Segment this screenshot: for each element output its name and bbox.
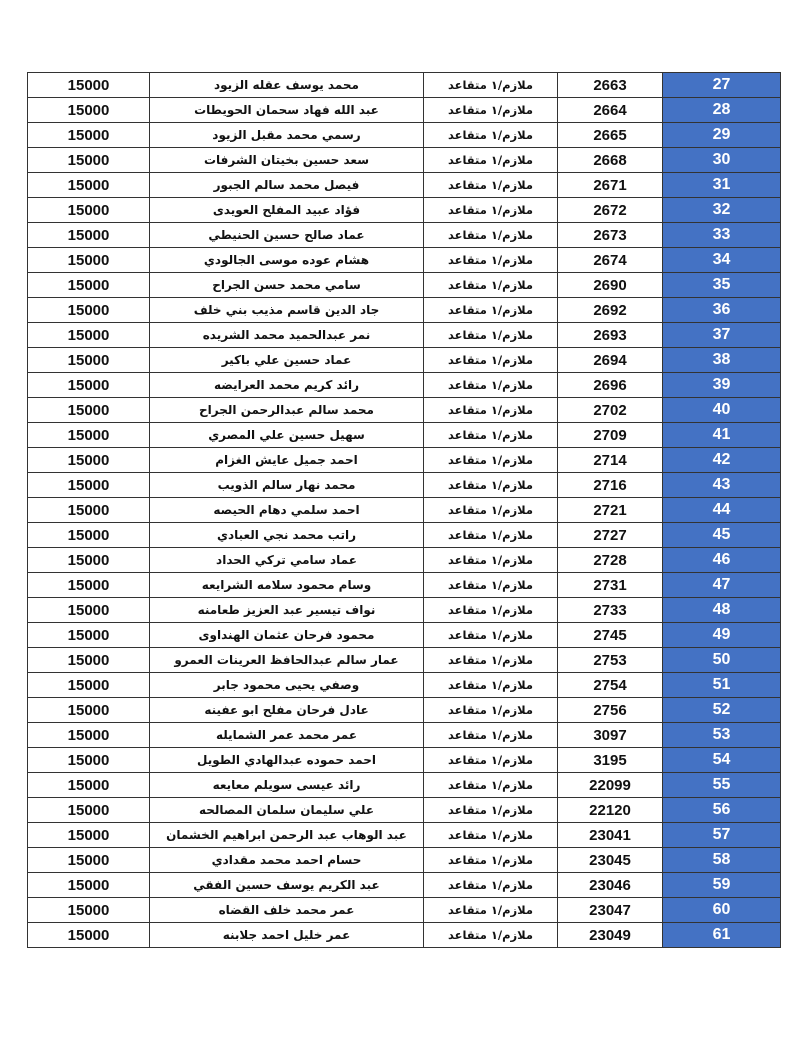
rank-cell: ملازم/١ متقاعد <box>424 198 558 223</box>
table-row <box>28 148 781 173</box>
rank-cell: ملازم/١ متقاعد <box>424 898 558 923</box>
amount-cell: 15000 <box>28 848 150 873</box>
military-number-cell: 2693 <box>558 323 663 348</box>
table-row <box>28 423 781 448</box>
amount-cell: 15000 <box>28 798 150 823</box>
name-cell: وصفي يحيى محمود جابر <box>150 673 424 698</box>
sequence-cell: 55 <box>663 773 781 798</box>
name-cell: احمد حموده عبدالهادي الطويل <box>150 748 424 773</box>
rank-cell: ملازم/١ متقاعد <box>424 148 558 173</box>
amount-cell: 15000 <box>28 423 150 448</box>
military-number-cell: 2694 <box>558 348 663 373</box>
military-number-cell: 22099 <box>558 773 663 798</box>
table-row <box>28 698 781 723</box>
table-row <box>28 548 781 573</box>
sequence-cell: 54 <box>663 748 781 773</box>
military-number-cell: 2756 <box>558 698 663 723</box>
name-cell: حسام احمد محمد مقدادي <box>150 848 424 873</box>
rank-cell: ملازم/١ متقاعد <box>424 798 558 823</box>
table-row <box>28 823 781 848</box>
amount-cell: 15000 <box>28 373 150 398</box>
retirees-table <box>27 72 781 948</box>
sequence-cell: 30 <box>663 148 781 173</box>
military-number-cell: 2714 <box>558 448 663 473</box>
sequence-cell: 29 <box>663 123 781 148</box>
rank-cell: ملازم/١ متقاعد <box>424 873 558 898</box>
table-row <box>28 523 781 548</box>
military-number-cell: 2673 <box>558 223 663 248</box>
name-cell: راتب محمد نجي العبادي <box>150 523 424 548</box>
rank-cell: ملازم/١ متقاعد <box>424 698 558 723</box>
military-number-cell: 2671 <box>558 173 663 198</box>
rank-cell: ملازم/١ متقاعد <box>424 748 558 773</box>
name-cell: عمر محمد خلف القضاه <box>150 898 424 923</box>
table-row <box>28 798 781 823</box>
table-row <box>28 323 781 348</box>
table-row <box>28 723 781 748</box>
military-number-cell: 2696 <box>558 373 663 398</box>
amount-cell: 15000 <box>28 723 150 748</box>
name-cell: عبد الله فهاد سحمان الحويطات <box>150 98 424 123</box>
rank-cell: ملازم/١ متقاعد <box>424 98 558 123</box>
table-row <box>28 673 781 698</box>
name-cell: فؤاد عبيد المفلح العويدى <box>150 198 424 223</box>
sequence-cell: 56 <box>663 798 781 823</box>
military-number-cell: 23046 <box>558 873 663 898</box>
rank-cell: ملازم/١ متقاعد <box>424 773 558 798</box>
sequence-cell: 42 <box>663 448 781 473</box>
amount-cell: 15000 <box>28 673 150 698</box>
table-row <box>28 498 781 523</box>
sequence-cell: 60 <box>663 898 781 923</box>
sequence-cell: 58 <box>663 848 781 873</box>
table-row <box>28 298 781 323</box>
name-cell: هشام عوده موسى الجالودي <box>150 248 424 273</box>
rank-cell: ملازم/١ متقاعد <box>424 723 558 748</box>
amount-cell: 15000 <box>28 498 150 523</box>
rank-cell: ملازم/١ متقاعد <box>424 423 558 448</box>
name-cell: محمد نهار سالم الذويب <box>150 473 424 498</box>
name-cell: عماد سامي تركي الحداد <box>150 548 424 573</box>
rank-cell: ملازم/١ متقاعد <box>424 348 558 373</box>
table-row <box>28 123 781 148</box>
military-number-cell: 2665 <box>558 123 663 148</box>
name-cell: فيصل محمد سالم الجبور <box>150 173 424 198</box>
name-cell: عمر محمد عمر الشمايله <box>150 723 424 748</box>
military-number-cell: 2674 <box>558 248 663 273</box>
amount-cell: 15000 <box>28 598 150 623</box>
amount-cell: 15000 <box>28 98 150 123</box>
name-cell: سهيل حسين علي المصري <box>150 423 424 448</box>
sequence-cell: 61 <box>663 923 781 948</box>
name-cell: عبد الكريم يوسف حسين الفقي <box>150 873 424 898</box>
amount-cell: 15000 <box>28 698 150 723</box>
amount-cell: 15000 <box>28 648 150 673</box>
rank-cell: ملازم/١ متقاعد <box>424 298 558 323</box>
name-cell: رسمي محمد مقبل الزيود <box>150 123 424 148</box>
military-number-cell: 2716 <box>558 473 663 498</box>
amount-cell: 15000 <box>28 898 150 923</box>
rank-cell: ملازم/١ متقاعد <box>424 473 558 498</box>
name-cell: سامي محمد حسن الجراح <box>150 273 424 298</box>
sequence-cell: 43 <box>663 473 781 498</box>
rank-cell: ملازم/١ متقاعد <box>424 673 558 698</box>
name-cell: نمر عبدالحميد محمد الشريده <box>150 323 424 348</box>
sequence-cell: 46 <box>663 548 781 573</box>
name-cell: رائد عيسى سويلم معايعه <box>150 773 424 798</box>
name-cell: علي سليمان سلمان المصالحه <box>150 798 424 823</box>
rank-cell: ملازم/١ متقاعد <box>424 498 558 523</box>
amount-cell: 15000 <box>28 248 150 273</box>
sequence-cell: 47 <box>663 573 781 598</box>
sequence-cell: 57 <box>663 823 781 848</box>
military-number-cell: 23049 <box>558 923 663 948</box>
military-number-cell: 23047 <box>558 898 663 923</box>
rank-cell: ملازم/١ متقاعد <box>424 248 558 273</box>
name-cell: عمار سالم عبدالحافظ العرينات العمرو <box>150 648 424 673</box>
sequence-cell: 45 <box>663 523 781 548</box>
sequence-cell: 39 <box>663 373 781 398</box>
amount-cell: 15000 <box>28 748 150 773</box>
military-number-cell: 2727 <box>558 523 663 548</box>
rank-cell: ملازم/١ متقاعد <box>424 398 558 423</box>
rank-cell: ملازم/١ متقاعد <box>424 123 558 148</box>
table-row <box>28 173 781 198</box>
table-row <box>28 273 781 298</box>
sequence-cell: 48 <box>663 598 781 623</box>
table-row <box>28 573 781 598</box>
table-row <box>28 198 781 223</box>
military-number-cell: 2672 <box>558 198 663 223</box>
table-row <box>28 773 781 798</box>
table-row <box>28 598 781 623</box>
table-row <box>28 623 781 648</box>
table-row <box>28 923 781 948</box>
table-row <box>28 398 781 423</box>
military-number-cell: 2702 <box>558 398 663 423</box>
table-row <box>28 98 781 123</box>
name-cell: عادل فرحان مفلح ابو عفينه <box>150 698 424 723</box>
military-number-cell: 23045 <box>558 848 663 873</box>
rank-cell: ملازم/١ متقاعد <box>424 448 558 473</box>
name-cell: احمد جميل عايش الغزام <box>150 448 424 473</box>
amount-cell: 15000 <box>28 923 150 948</box>
amount-cell: 15000 <box>28 223 150 248</box>
military-number-cell: 2731 <box>558 573 663 598</box>
sequence-cell: 28 <box>663 98 781 123</box>
rank-cell: ملازم/١ متقاعد <box>424 848 558 873</box>
amount-cell: 15000 <box>28 623 150 648</box>
amount-cell: 15000 <box>28 823 150 848</box>
name-cell: عمر خليل احمد جلابنه <box>150 923 424 948</box>
table-row <box>28 648 781 673</box>
sequence-cell: 36 <box>663 298 781 323</box>
rank-cell: ملازم/١ متقاعد <box>424 648 558 673</box>
sequence-cell: 27 <box>663 73 781 98</box>
military-number-cell: 2690 <box>558 273 663 298</box>
table-row <box>28 373 781 398</box>
rank-cell: ملازم/١ متقاعد <box>424 73 558 98</box>
sequence-cell: 41 <box>663 423 781 448</box>
amount-cell: 15000 <box>28 173 150 198</box>
amount-cell: 15000 <box>28 873 150 898</box>
name-cell: جاد الدين قاسم مذيب بني خلف <box>150 298 424 323</box>
military-number-cell: 3097 <box>558 723 663 748</box>
name-cell: محمد سالم عبدالرحمن الجراح <box>150 398 424 423</box>
rank-cell: ملازم/١ متقاعد <box>424 523 558 548</box>
amount-cell: 15000 <box>28 148 150 173</box>
rank-cell: ملازم/١ متقاعد <box>424 923 558 948</box>
amount-cell: 15000 <box>28 473 150 498</box>
name-cell: رائد كريم محمد العرايضه <box>150 373 424 398</box>
military-number-cell: 2663 <box>558 73 663 98</box>
sequence-cell: 37 <box>663 323 781 348</box>
sequence-cell: 31 <box>663 173 781 198</box>
rank-cell: ملازم/١ متقاعد <box>424 173 558 198</box>
table-body <box>28 73 781 948</box>
sequence-cell: 50 <box>663 648 781 673</box>
sequence-cell: 33 <box>663 223 781 248</box>
sequence-cell: 44 <box>663 498 781 523</box>
rank-cell: ملازم/١ متقاعد <box>424 548 558 573</box>
name-cell: وسام محمود سلامه الشرايعه <box>150 573 424 598</box>
rank-cell: ملازم/١ متقاعد <box>424 373 558 398</box>
military-number-cell: 2753 <box>558 648 663 673</box>
military-number-cell: 2664 <box>558 98 663 123</box>
table-row <box>28 848 781 873</box>
sequence-cell: 59 <box>663 873 781 898</box>
table-row <box>28 473 781 498</box>
amount-cell: 15000 <box>28 398 150 423</box>
rank-cell: ملازم/١ متقاعد <box>424 323 558 348</box>
rank-cell: ملازم/١ متقاعد <box>424 823 558 848</box>
amount-cell: 15000 <box>28 73 150 98</box>
name-cell: عبد الوهاب عبد الرحمن ابراهيم الخشمان <box>150 823 424 848</box>
amount-cell: 15000 <box>28 523 150 548</box>
amount-cell: 15000 <box>28 273 150 298</box>
amount-cell: 15000 <box>28 198 150 223</box>
table-row <box>28 898 781 923</box>
rank-cell: ملازم/١ متقاعد <box>424 623 558 648</box>
name-cell: عماد صالح حسين الحنيطي <box>150 223 424 248</box>
military-number-cell: 2668 <box>558 148 663 173</box>
military-number-cell: 2745 <box>558 623 663 648</box>
sequence-cell: 40 <box>663 398 781 423</box>
military-number-cell: 2754 <box>558 673 663 698</box>
amount-cell: 15000 <box>28 773 150 798</box>
name-cell: عماد حسين علي باكير <box>150 348 424 373</box>
amount-cell: 15000 <box>28 323 150 348</box>
military-number-cell: 2709 <box>558 423 663 448</box>
name-cell: نواف تيسير عبد العزيز طعامنه <box>150 598 424 623</box>
sequence-cell: 52 <box>663 698 781 723</box>
sequence-cell: 35 <box>663 273 781 298</box>
table-row <box>28 248 781 273</box>
military-number-cell: 2721 <box>558 498 663 523</box>
table-row <box>28 448 781 473</box>
amount-cell: 15000 <box>28 123 150 148</box>
amount-cell: 15000 <box>28 448 150 473</box>
sequence-cell: 51 <box>663 673 781 698</box>
rank-cell: ملازم/١ متقاعد <box>424 598 558 623</box>
rank-cell: ملازم/١ متقاعد <box>424 573 558 598</box>
rank-cell: ملازم/١ متقاعد <box>424 273 558 298</box>
table-row <box>28 73 781 98</box>
sequence-cell: 53 <box>663 723 781 748</box>
sequence-cell: 49 <box>663 623 781 648</box>
military-number-cell: 2692 <box>558 298 663 323</box>
military-number-cell: 22120 <box>558 798 663 823</box>
sequence-cell: 38 <box>663 348 781 373</box>
amount-cell: 15000 <box>28 298 150 323</box>
name-cell: احمد سلمي دهام الحيصه <box>150 498 424 523</box>
amount-cell: 15000 <box>28 348 150 373</box>
table-row <box>28 748 781 773</box>
table-row <box>28 223 781 248</box>
sequence-cell: 34 <box>663 248 781 273</box>
sequence-cell: 32 <box>663 198 781 223</box>
name-cell: محمد يوسف عقله الزيود <box>150 73 424 98</box>
military-number-cell: 23041 <box>558 823 663 848</box>
table-row <box>28 873 781 898</box>
name-cell: محمود فرحان عثمان الهنداوى <box>150 623 424 648</box>
name-cell: سعد حسين بخيتان الشرفات <box>150 148 424 173</box>
table-row <box>28 348 781 373</box>
amount-cell: 15000 <box>28 573 150 598</box>
military-number-cell: 3195 <box>558 748 663 773</box>
amount-cell: 15000 <box>28 548 150 573</box>
military-number-cell: 2728 <box>558 548 663 573</box>
military-number-cell: 2733 <box>558 598 663 623</box>
rank-cell: ملازم/١ متقاعد <box>424 223 558 248</box>
